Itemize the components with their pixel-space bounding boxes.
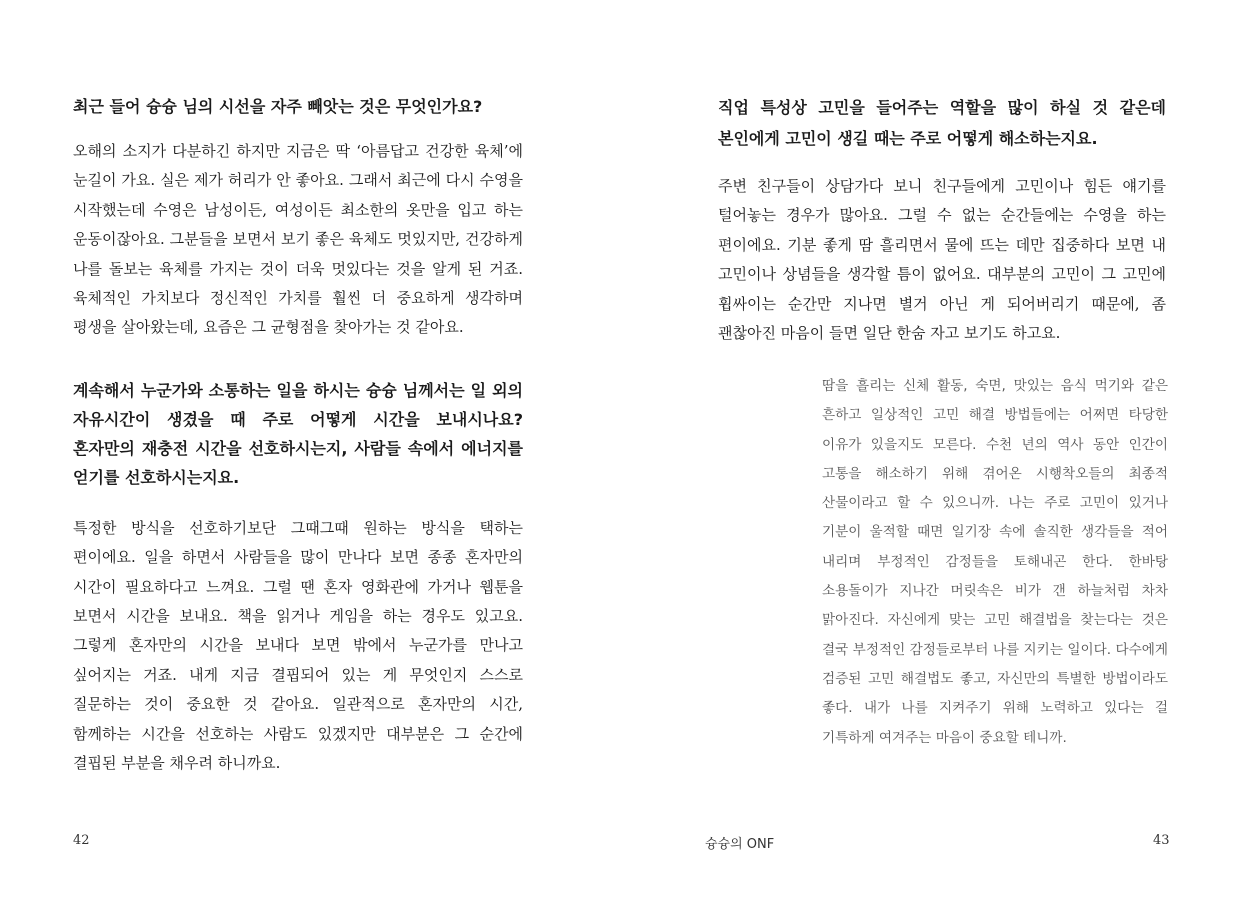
left-page-body	[73, 92, 523, 779]
right-page-body	[718, 92, 1166, 348]
right-page	[620, 0, 1240, 910]
interview-answer: 오해의 소지가 다분하긴 하지만 지금은 딱 ‘아름답고 건강한 육체’에 눈길이 가요. 실은 제가 허리가 안 좋아요. 그래서 최근에 다시 수영을 시작했는데 수영은 남성이든, 여성이든 최소한의 옷만을 입고 하는 운동이잖아요. 그분들을 보면서 보기 좋은 육체도 멋있지만, 건강하게 나를 돌보는 육체를 가지는 것이 더욱 멋있다는 것을 알게 된 거죠. 육체적인 가치보다 정신적인 가치를 훨씬 더 중요하게 생각하며 평생을 살아왔는데, 요즘은 그 균형점을 찾아가는 것 같아요.	[73, 142, 523, 337]
interview-question: 직업 특성상 고민을 들어주는 역할을 많이 하실 것 같은데 본인에게 고민이 생길 때는 주로 어떻게 해소하는지요.	[718, 98, 1166, 148]
sidebar-note: 땀을 흘리는 신체 활동, 숙면, 맛있는 음식 먹기와 같은 흔하고 일상적인 고민 해결 방법들에는 어쩌면 타당한 이유가 있을지도 모른다. 수천 년의 역사 동안 인간이 고통을 해소하기 위해 겪어온 시행착오들의 최종적 산물이라고 할 수 있으니까. 나는 주로 고민이 있거나 기분이 울적할 때면 일기장 속에 솔직한 생각들을 적어 내리며 부정적인 감정들을 토해내곤 한다. 한바탕 소용돌이가 지나간 머릿속은 비가 갠 하늘처럼 차차 맑아진다. 자신에게 맞는 고민 해결법을 찾는다는 것은 결국 부정적인 감정들로부터 나를 지키는 일이다. 다수에게 검증된 고민 해결법도 좋고, 자신만의 특별한 방법이라도 좋다. 내가 나를 지켜주기 위해 노력하고 있다는 걸 기특하게 여겨주는 마음이 중요할 테니까.	[822, 378, 1168, 746]
interview-question: 계속해서 누군가와 소통하는 일을 하시는 슝슝 님께서는 일 외의 자유시간이 생겼을 때 주로 어떻게 시간을 보내시나요? 혼자만의 재충전 시간을 선호하시는지, 사람들 속에서 에너지를 얻기를 선호하시는지요.	[73, 380, 523, 487]
interview-question: 최근 들어 슝슝 님의 시선을 자주 빼앗는 것은 무엇인가요?	[73, 97, 483, 116]
page-number-right: 43	[1153, 833, 1170, 848]
interview-answer: 주변 친구들이 상담가다 보니 친구들에게 고민이나 힘든 얘기를 털어놓는 경우가 많아요. 그럴 수 없는 순간들에는 수영을 하는 편이에요. 기분 좋게 땀 흘리면서 물에 뜨는 데만 집중하다 보면 내 고민이나 상념들을 생각할 틈이 없어요. 대부분의 고민이 그 고민에 휩싸이는 순간만 지나면 별거 아닌 게 되어버리기 때문에, 좀 괜찮아진 마음이 들면 일단 한숨 자고 보기도 하고요.	[718, 177, 1166, 343]
interview-answer: 특정한 방식을 선호하기보단 그때그때 원하는 방식을 택하는 편이에요. 일을 하면서 사람들을 많이 만나다 보면 종종 혼자만의 시간이 필요하다고 느껴요. 그럴 땐 혼자 영화관에 가거나 웹툰을 보면서 시간을 보내요. 책을 읽거나 게임을 하는 경우도 있고요. 그렇게 혼자만의 시간을 보내다 보면 밖에서 누군가를 만나고 싶어지는 거죠. 내게 지금 결핍되어 있는 게 무엇인지 스스로 질문하는 것이 중요한 것 같아요. 일관적으로 혼자만의 시간, 함께하는 시간을 선호하는 사람도 있겠지만 대부분은 그 순간에 결핍된 부분을 채우려 하니까요.	[73, 518, 523, 773]
running-title: 슝슝의 ONF	[705, 837, 775, 852]
page-number-left: 42	[73, 833, 90, 848]
